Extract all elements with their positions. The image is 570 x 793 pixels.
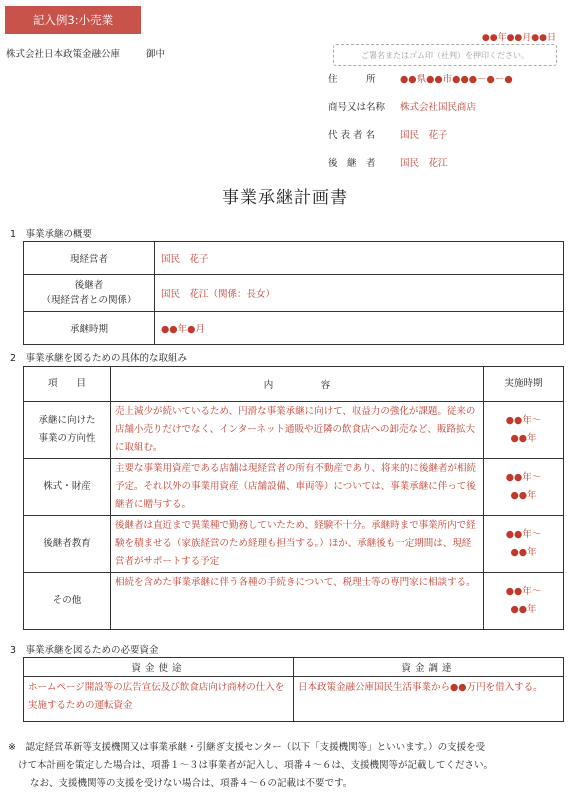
table-header-row: [24, 367, 564, 402]
addressee-suffix: 御中: [146, 49, 166, 60]
table-row: [24, 573, 564, 630]
item-label-line2: 事業の方向性: [38, 433, 96, 444]
current-owner-label: 現経営者: [24, 242, 155, 275]
table-row: [24, 677, 564, 722]
successor-cell-value: 国民 花江（関係：長女）: [155, 275, 564, 312]
company-label: 商号又は名称: [328, 102, 386, 113]
address-value: ●●県●●市●●●－●－●: [400, 74, 513, 85]
item-cell: 株式・財産: [24, 459, 111, 516]
item-cell: [24, 402, 111, 459]
company-line: [328, 99, 476, 113]
period-start: ●●年～: [505, 529, 542, 540]
footnote-line: けて本計画を策定した場合は、項番１～３は事業者が記入し、項番４～６は、支援機関等が記載してください。: [18, 760, 494, 771]
header-fund-source: 資金調達: [294, 658, 564, 677]
header-content: 内 容: [111, 367, 484, 402]
page-title: 事業承継計画書: [222, 188, 348, 208]
succession-time-label: 承継時期: [24, 312, 155, 345]
successor-cell-label-main: 後継者: [74, 280, 104, 291]
stamp-placeholder: ご署名またはゴム印（社判）を押印ください。: [333, 44, 557, 66]
period-cell: [484, 516, 564, 573]
successor-label: 後 継 者: [328, 158, 376, 169]
period-cell: [484, 459, 564, 516]
content-cell: 売上減少が続いているため、円滑な事業承継に向けて、収益力の強化が課題。従来の店舗小売りだけでなく、インターネット通販や近隣の飲食店への卸売など、販路拡大に取組む。: [111, 402, 484, 459]
addressee-name: 株式会社日本政策金融公庫: [6, 49, 121, 60]
period-cell: [484, 402, 564, 459]
period-cell: [484, 573, 564, 630]
succession-time-value: ●●年●月: [155, 312, 564, 345]
funding-table: [23, 657, 564, 722]
footnote: [8, 739, 564, 793]
period-end: ●●年: [510, 604, 537, 615]
content-cell: 主要な事業用資産である店舗は現経営者の所有不動産であり、将来的に後継者が相続予定。それ以外の事業用資産（店舗設備、車両等）については、事業承継に伴って後継者に贈与する。: [111, 459, 484, 516]
address-label: 住 所: [328, 74, 376, 85]
table-row: [24, 459, 564, 516]
header-item: 項 目: [24, 367, 111, 402]
header-period: 実施時期: [484, 367, 564, 402]
address-line: [328, 71, 513, 85]
succession-overview-table: [23, 241, 564, 345]
fund-use-cell: ホームページ開設等の広告宣伝及び飲食店向け商材の仕入を実施するための運転資金: [24, 677, 294, 722]
footnote-line: なお、支援機関等の支援を受けない場合は、項番４～６の記載は不要です。: [30, 778, 353, 789]
period-end: ●●年: [510, 490, 537, 501]
table-header-row: [24, 658, 564, 677]
footnote-line: ※ 認定経営革新等支援機関又は事業承継・引継ぎ支援センター（以下「支援機関等」といいます。）の支援を受: [8, 742, 486, 753]
table-row: [24, 312, 564, 345]
initiatives-table: [23, 366, 564, 630]
successor-cell-label: [24, 275, 155, 312]
successor-value: 国民 花江: [400, 158, 448, 169]
table-row: [24, 402, 564, 459]
successor-line: [328, 155, 448, 169]
item-label: 承継に向けた: [38, 415, 96, 426]
section3-heading: 3 事業承継を図るための必要資金: [10, 645, 159, 656]
period-start: ●●年～: [505, 586, 542, 597]
document-type-tag: 記入例3:小売業: [5, 6, 141, 34]
addressee: [6, 46, 165, 60]
period-start: ●●年～: [505, 415, 542, 426]
representative-value: 国民 花子: [400, 130, 448, 141]
item-cell: その他: [24, 573, 111, 630]
content-cell: 相続を含めた事業承継に伴う各種の手続きについて、税理士等の専門家に相談する。: [111, 573, 484, 630]
content-cell: 後継者は直近まで異業種で勤務していたため、経験不十分。承継時まで事業所内で経験を積ませる（家族経営のため経理も担当する。）ほか、承継後も一定期間は、現経営者がサポートする予定: [111, 516, 484, 573]
document-date: ●●年●●月●●日: [481, 33, 556, 43]
table-row: [24, 516, 564, 573]
item-cell: 後継者教育: [24, 516, 111, 573]
company-value: 株式会社国民商店: [400, 102, 477, 113]
fund-source-cell: 日本政策金融公庫国民生活事業から●●万円を借入する。: [294, 677, 564, 722]
section2-heading: 2 事業承継を図るための具体的な取組み: [10, 353, 188, 364]
header-fund-use: 資金使途: [24, 658, 294, 677]
representative-line: [328, 127, 448, 141]
period-end: ●●年: [510, 547, 537, 558]
section1-heading: 1 事業承継の概要: [10, 229, 93, 240]
successor-cell-label-sub: （現経営者との関係）: [41, 295, 137, 306]
table-row: [24, 242, 564, 275]
representative-label: 代 表 者 名: [328, 130, 376, 141]
period-end: ●●年: [510, 433, 537, 444]
table-row: [24, 275, 564, 312]
period-start: ●●年～: [505, 472, 542, 483]
current-owner-value: 国民 花子: [155, 242, 564, 275]
